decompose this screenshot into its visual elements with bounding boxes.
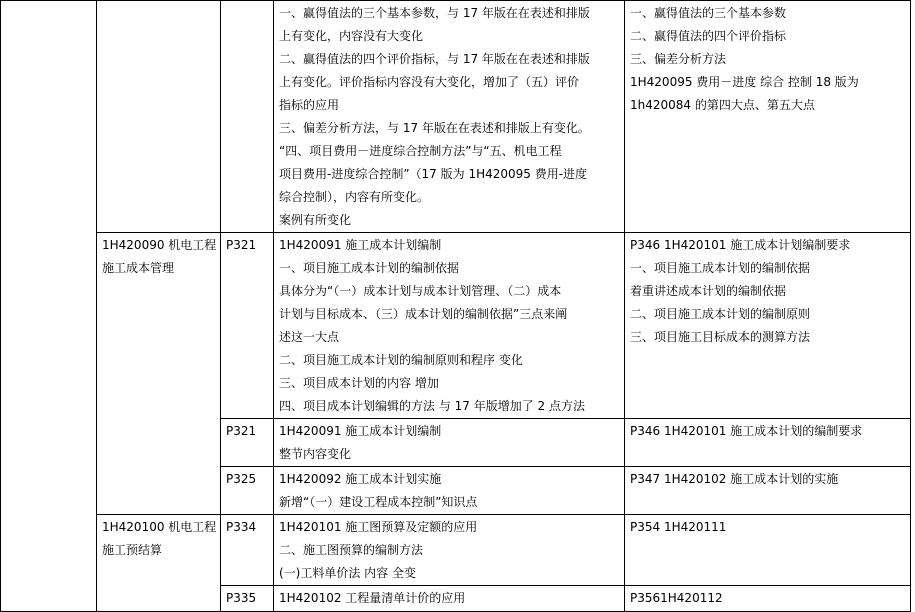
cell-line: 二、施工图预算的编制方法: [279, 543, 424, 557]
category-cell: [1, 1, 97, 612]
cell-line: 述这一大点: [279, 330, 340, 344]
page-ref: P335: [226, 591, 257, 605]
cell-line: P347 1H420102 施工成本计划的实施: [630, 472, 839, 486]
cell-line: P346 1H420101 施工成本计划编制要求: [630, 238, 851, 252]
2018-content-cell: [274, 515, 625, 586]
cell-line: 一、项目施工成本计划的编制依据: [630, 261, 811, 275]
2017-content-cell: [625, 1, 911, 233]
section-cell: [97, 233, 221, 515]
page-ref: P321: [226, 424, 257, 438]
2017-content-cell: [625, 515, 911, 586]
cell-line: 1H420100 机电工程: [102, 520, 217, 534]
cell-line: 案例有所变化: [279, 213, 352, 227]
cell-line: (一)工料单价法 内容 全变: [279, 566, 416, 580]
section-cell: [97, 515, 221, 612]
cell-line: 一、赢得值法的三个基本参数: [630, 6, 787, 20]
cell-line: 三、偏差分析方法，与 17 年版在在表述和排版上有变化。: [279, 121, 590, 135]
page-ref: P334: [226, 520, 257, 534]
2018-content-cell: [274, 419, 625, 467]
cell-line: 1h420084 的第四大点、第五大点: [630, 98, 815, 112]
cell-line: 一、项目施工成本计划的编制依据: [279, 261, 460, 275]
2018-content-cell: [274, 467, 625, 515]
cell-line: 计划与目标成本、（三）成本计划的编制依据”三点来阐: [279, 307, 568, 321]
table-row: [1, 515, 911, 586]
cell-line: 1H420102 工程量清单计价的应用: [279, 591, 466, 605]
page-cell: [221, 586, 274, 612]
cell-line: 一、赢得值法的三个基本参数，与 17 年版在在表述和排版: [279, 6, 590, 20]
cell-line: 二、赢得值法的四个评价指标: [630, 29, 787, 43]
cell-line: 整节内容变化: [279, 447, 352, 461]
cell-line: 1H420090 机电工程: [102, 238, 217, 252]
2017-content-cell: [625, 419, 911, 467]
section-cell: [97, 1, 221, 233]
cell-line: 项目费用-进度综合控制”（17 版为 1H420095 费用-进度: [279, 167, 588, 181]
cell-line: P346 1H420101 施工成本计划的编制要求: [630, 424, 863, 438]
cell-line: “四、项目费用－进度综合控制方法”与“五、机电工程: [279, 144, 562, 158]
cell-line: 新增“（一）建设工程成本控制”知识点: [279, 495, 478, 509]
cell-line: 1H420092 施工成本计划实施: [279, 472, 442, 486]
2017-content-cell: [625, 467, 911, 515]
page-ref: P321: [226, 238, 257, 252]
cell-line: 三、项目施工目标成本的测算方法: [630, 330, 811, 344]
cell-line: 施工成本管理: [102, 261, 175, 275]
cell-line: 1H420095 费用－进度 综合 控制 18 版为: [630, 75, 859, 89]
page-cell: [221, 1, 274, 233]
cell-line: 二、项目施工成本计划的编制原则和程序 变化: [279, 353, 523, 367]
cell-line: 上有变化，内容没有大变化: [279, 29, 424, 43]
table-row: [1, 233, 911, 419]
cell-line: 具体分为“（一）成本计划与成本计划管理、（二）成本: [279, 284, 562, 298]
page-cell: [221, 419, 274, 467]
2017-content-cell: [625, 233, 911, 419]
2018-content-cell: [274, 233, 625, 419]
cell-line: P354 1H420111: [630, 520, 727, 534]
cell-line: 三、偏差分析方法: [630, 52, 727, 66]
page-cell: [221, 467, 274, 515]
cell-line: 上有变化。评价指标内容没有大变化，增加了（五）评价: [279, 75, 580, 89]
cell-line: 四、项目成本计划编辑的方法 与 17 年版增加了 2 点方法: [279, 399, 585, 413]
cell-line: 1H420101 施工图预算及定额的应用: [279, 520, 478, 534]
cell-line: 1H420091 施工成本计划编制: [279, 238, 442, 252]
2018-content-cell: [274, 586, 625, 612]
cell-line: 指标的应用: [279, 98, 340, 112]
2017-content-cell: [625, 586, 911, 612]
cell-line: 二、赢得值法的四个评价指标，与 17 年版在在表述和排版: [279, 52, 590, 66]
cell-line: 着重讲述成本计划的编制依据: [630, 284, 787, 298]
2018-content-cell: [274, 1, 625, 233]
cell-line: 综合控制），内容有所变化。: [279, 190, 430, 204]
cell-line: P3561H420112: [630, 591, 723, 605]
page-cell: [221, 515, 274, 586]
cell-line: 施工预结算: [102, 543, 163, 557]
cell-line: 1H420091 施工成本计划编制: [279, 424, 442, 438]
cell-line: 三、项目成本计划的内容 增加: [279, 376, 439, 390]
page-ref: P325: [226, 472, 257, 486]
table-row: [1, 1, 911, 233]
page-cell: [221, 233, 274, 419]
cell-line: 二、项目施工成本计划的编制原则: [630, 307, 811, 321]
